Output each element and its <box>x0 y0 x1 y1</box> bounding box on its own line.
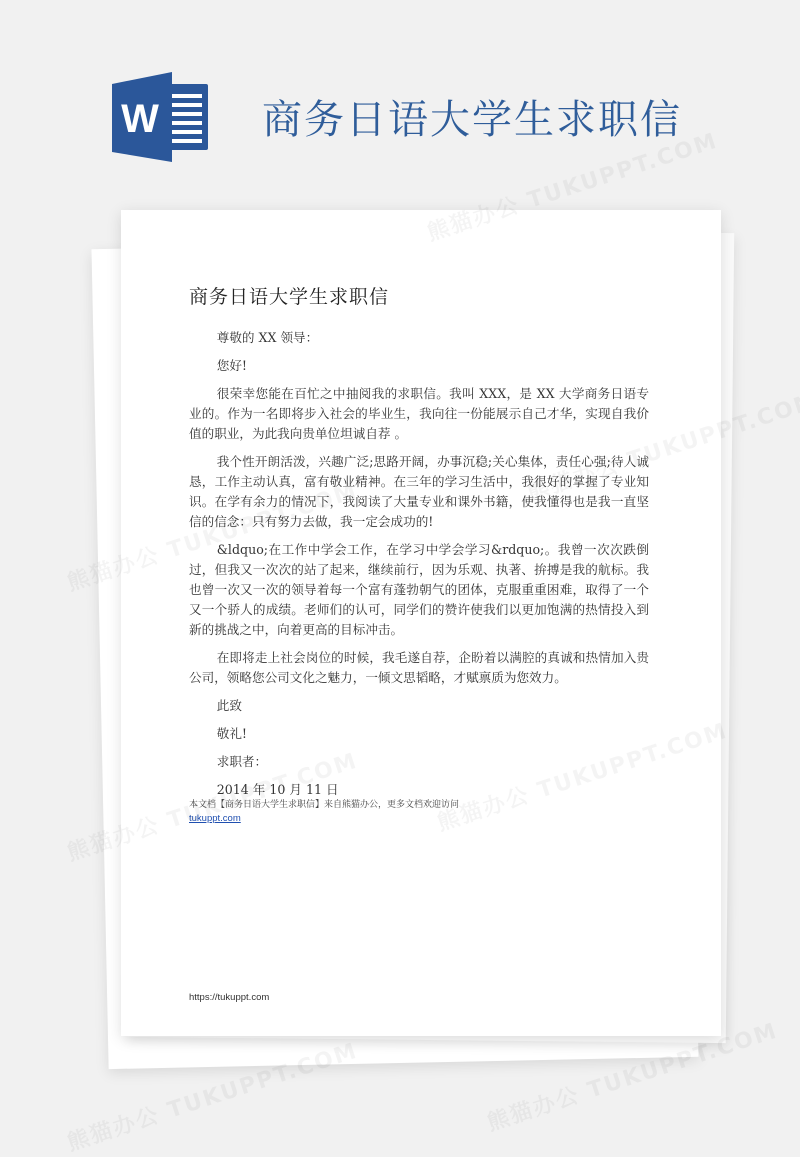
greeting: 您好! <box>216 358 247 373</box>
source-link[interactable]: tukuppt.com <box>189 813 241 824</box>
paragraph-personality: 我个性开朗活泼，兴趣广泛;思路开阔，办事沉稳;关心集体，责任心强;待人诚恳，工作主动认真，富有敬业精神。在三年的学习生活中，我很好的掌握了专业知识。在学有余力的情况下，我阅读了大量专业和课外书籍，使我懂得也是我一直坚信的信念：只有努力去做，我一定会成功的! <box>189 454 649 529</box>
paragraph-closing: 在即将走上社会岗位的时候，我毛遂自荐，企盼着以满腔的真诚和热情加入贵公司，领略您公司文化之魅力，一倾文思韬略，才赋禀质为您效力。 <box>189 650 649 685</box>
word-document-icon <box>112 72 212 162</box>
page-header <box>0 0 800 200</box>
svg-text:W: W <box>121 97 159 141</box>
source-note-text: 本文档【商务日语大学生求职信】来自熊猫办公，更多文档欢迎访问 <box>189 800 460 810</box>
header-title: 商务日语大学生求职信 <box>262 97 682 143</box>
date: 2014 年 10 月 11 日 <box>216 782 339 797</box>
paragraph-experience: &ldquo;在工作中学会工作，在学习中学会学习&rdquo;。我曾一次次跌倒过，但我又一次次的站了起来，继续前行，因为乐观、执著、拚搏是我的航标。我也曾一次又一次的领导着每一个富有蓬勃朝气的团体，克服重重困难，取得了一个又一个骄人的成绩。老师们的认可，同学们的赞许使我们以更加饱满的热情投入到新的挑战之中，向着更高的目标冲击。 <box>189 542 649 637</box>
signature-label: 求职者： <box>216 754 268 769</box>
source-note <box>189 798 459 826</box>
document-title: 商务日语大学生求职信 <box>189 286 390 308</box>
salutation: 尊敬的 XX 领导： <box>216 330 319 345</box>
regards: 敬礼! <box>216 726 247 741</box>
closing-phrase: 此致 <box>216 698 242 713</box>
document-page <box>121 210 721 1036</box>
document-body <box>189 328 649 808</box>
page-url: https://tukuppt.com <box>189 992 270 1003</box>
paragraph-intro: 很荣幸您能在百忙之中抽阅我的求职信。我叫 XXX，是 XX 大学商务日语专业的。作为一名即将步入社会的毕业生，我向往一份能展示自己才华，实现自我价值的职业，为此我向贵单位坦诚自荐 。 <box>189 386 649 441</box>
